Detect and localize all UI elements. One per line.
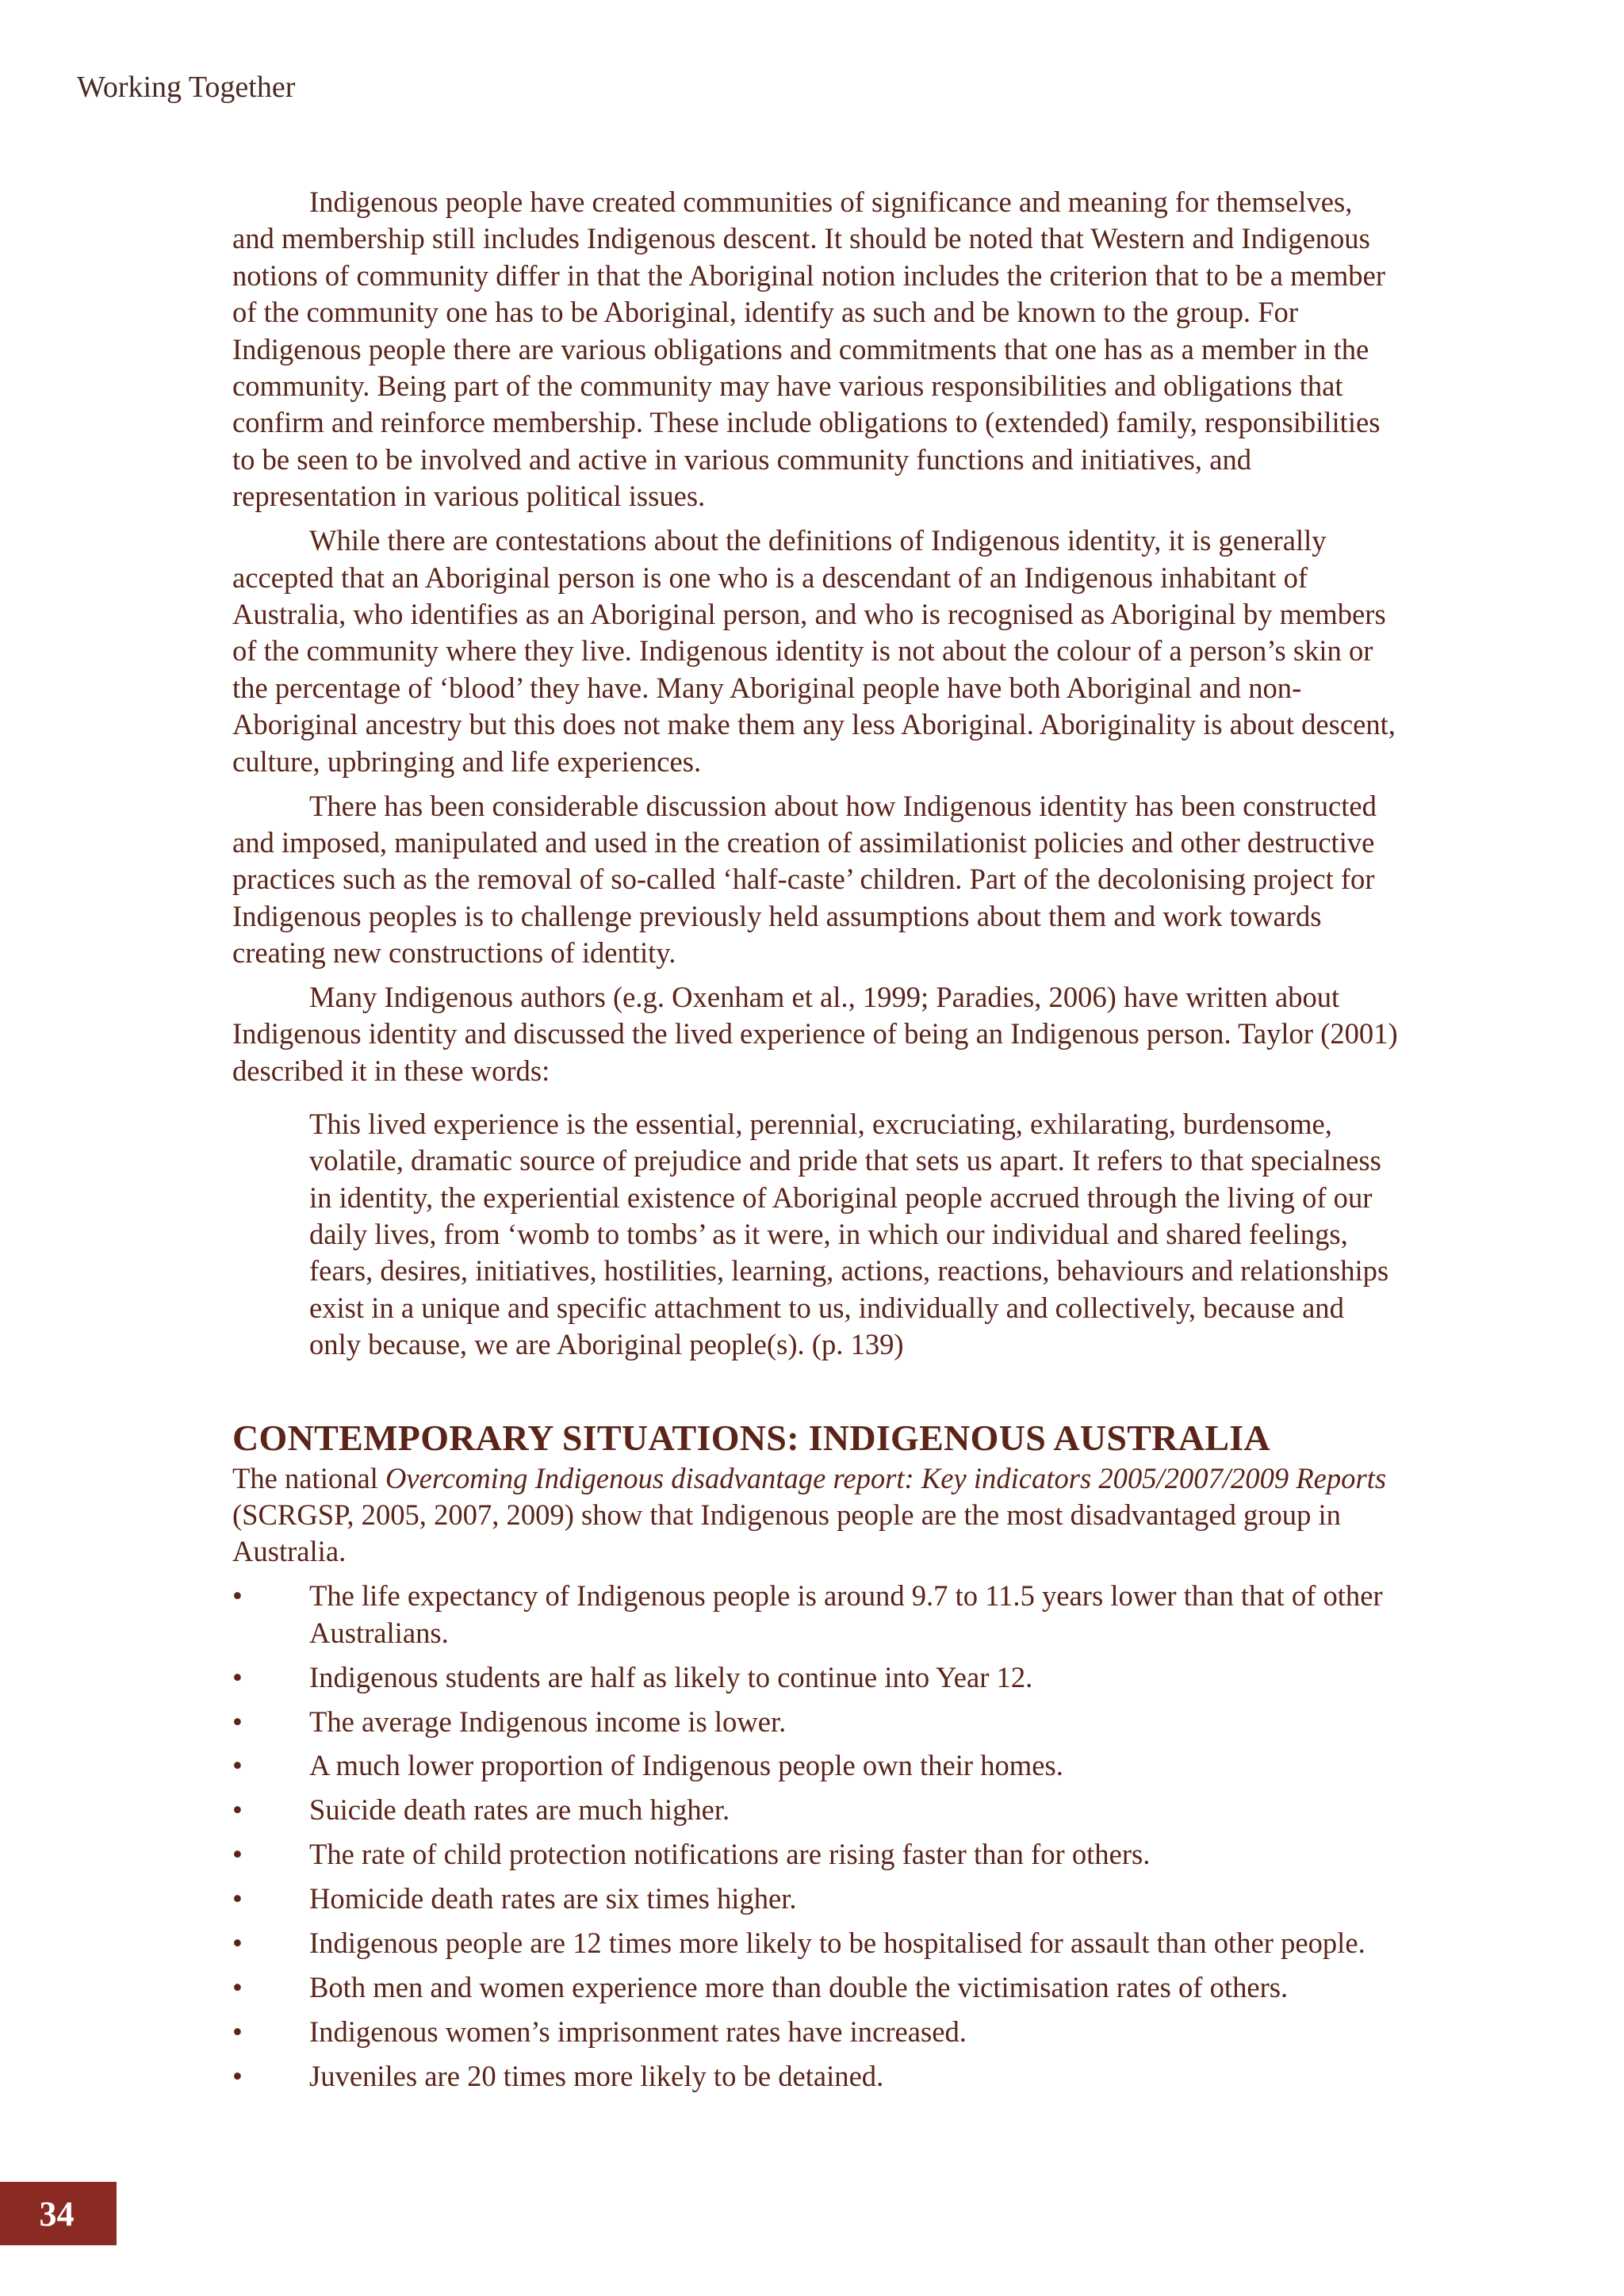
list-item-text: Both men and women experience more than double the victimisation rates of others.	[309, 1970, 1289, 2003]
section-intro	[232, 1460, 1398, 1571]
list-item	[232, 1659, 1398, 1696]
running-header: Working Together	[77, 71, 296, 104]
list-item	[232, 1704, 1398, 1740]
report-title: Overcoming Indigenous disadvantage report: Key indicators 2005/2007/2009 Reports	[385, 1461, 1387, 1494]
bullet-icon: •	[232, 2015, 243, 2048]
page-body	[232, 184, 1398, 2103]
list-item	[232, 1747, 1398, 1784]
list-item-text: Indigenous people are 12 times more likely to be hospitalised for assault than other people.	[309, 1927, 1365, 1960]
bullet-icon: •	[232, 1970, 243, 2003]
list-item-text: The average Indigenous income is lower.	[309, 1705, 787, 1738]
list-item-text: Homicide death rates are six times higher.	[309, 1882, 797, 1915]
list-item	[232, 1792, 1398, 1828]
list-item	[232, 2014, 1398, 2050]
bullet-icon: •	[232, 1838, 243, 1871]
intro-suffix: (SCRGSP, 2005, 2007, 2009) show that Indigenous people are the most disadvantaged group in Australia.	[232, 1498, 1341, 1568]
bullet-icon: •	[232, 1660, 243, 1693]
list-item	[232, 1881, 1398, 1917]
bullet-icon: •	[232, 1793, 243, 1827]
list-item	[232, 1969, 1398, 2006]
list-item-text: Suicide death rates are much higher.	[309, 1793, 730, 1827]
section-heading: CONTEMPORARY SITUATIONS: INDIGENOUS AUSTRALIA	[232, 1417, 1271, 1458]
intro-prefix: The national	[232, 1461, 385, 1494]
paragraph-identity-construction: There has been considerable discussion about how Indigenous identity has been constructed and imposed, manipulated and used in the creation of assimilationist policies and other destructive practices such as the removal of so-called ‘half-caste’ children. Part of the decolonising project for Indigenous peoples is to challenge previously held assumptions about them and work towards creating new constructions of identity.	[232, 789, 1377, 970]
list-item	[232, 1578, 1398, 1651]
page-number-badge	[0, 2182, 117, 2245]
bullet-icon: •	[232, 2059, 243, 2092]
bullet-icon: •	[232, 1749, 243, 1782]
list-item-text: A much lower proportion of Indigenous people own their homes.	[309, 1749, 1063, 1782]
bullet-icon: •	[232, 1882, 243, 1915]
list-item-text: Indigenous students are half as likely to continue into Year 12.	[309, 1660, 1033, 1693]
paragraph-community: Indigenous people have created communities of significance and meaning for themselves, and membership still includes Indigenous descent. It should be noted that Western and Indigenous notions of community differ in that the Aboriginal notion includes the criterion that to be a member of the community one has to be Aboriginal, identify as such and be known to the group. For Indigenous people there are various obligations and commitments that one has as a member in the community. Being part of the community may have various responsibilities and obligations that confirm and reinforce membership. These include obligations to (extended) family, responsibilities to be seen to be involved and active in various community functions and initiatives, and representation in various political issues.	[232, 186, 1385, 513]
list-item-text: The rate of child protection notifications are rising faster than for others.	[309, 1838, 1151, 1871]
list-item	[232, 1925, 1398, 1961]
list-item-text: Juveniles are 20 times more likely to be detained.	[309, 2059, 884, 2092]
list-item-text: Indigenous women’s imprisonment rates have increased.	[309, 2015, 967, 2048]
list-item	[232, 2058, 1398, 2095]
indicator-list	[232, 1578, 1398, 2095]
bullet-icon: •	[232, 1927, 243, 1960]
list-item	[232, 1836, 1398, 1873]
bullet-icon: •	[232, 1579, 243, 1613]
list-item-text: The life expectancy of Indigenous people is around 9.7 to 11.5 years lower than that of other Australians.	[309, 1579, 1383, 1649]
paragraph-indigenous-authors: Many Indigenous authors (e.g. Oxenham et al., 1999; Paradies, 2006) have written about Indigenous identity and discussed the lived experience of being an Indigenous person. Taylor (2001) described it in these words:	[232, 981, 1398, 1087]
block-quote: This lived experience is the essential, perennial, excruciating, exhilarating, burdensome, volatile, dramatic source of prejudice and pride that sets us apart. It refers to that specialness in identity, the experiential existence of Aboriginal people accrued through the living of our daily lives, from ‘womb to tombs’ as it were, in which our individual and shared feelings, fears, desires, initiatives, hostilities, learning, actions, reactions, behaviours and relationships exist in a unique and specific attachment to us, individually and collectively, because and only because, we are Aboriginal people(s). (p. 139)	[309, 1107, 1389, 1361]
paragraph-identity-definition: While there are contestations about the definitions of Indigenous identity, it is generally accepted that an Aboriginal person is one who is a descendant of an Indigenous inhabitant of Australia, who identifies as an Aboriginal person, and who is recognised as Aboriginal by members of the community where they live. Indigenous identity is not about the colour of a person’s skin or the percentage of ‘blood’ they have. Many Aboriginal people have both Aboriginal and non-Aboriginal ancestry but this does not make them any less Aboriginal. Aboriginality is about descent, culture, upbringing and life experiences.	[232, 524, 1396, 778]
bullet-icon: •	[232, 1705, 243, 1738]
page-number: 34	[39, 2194, 75, 2233]
